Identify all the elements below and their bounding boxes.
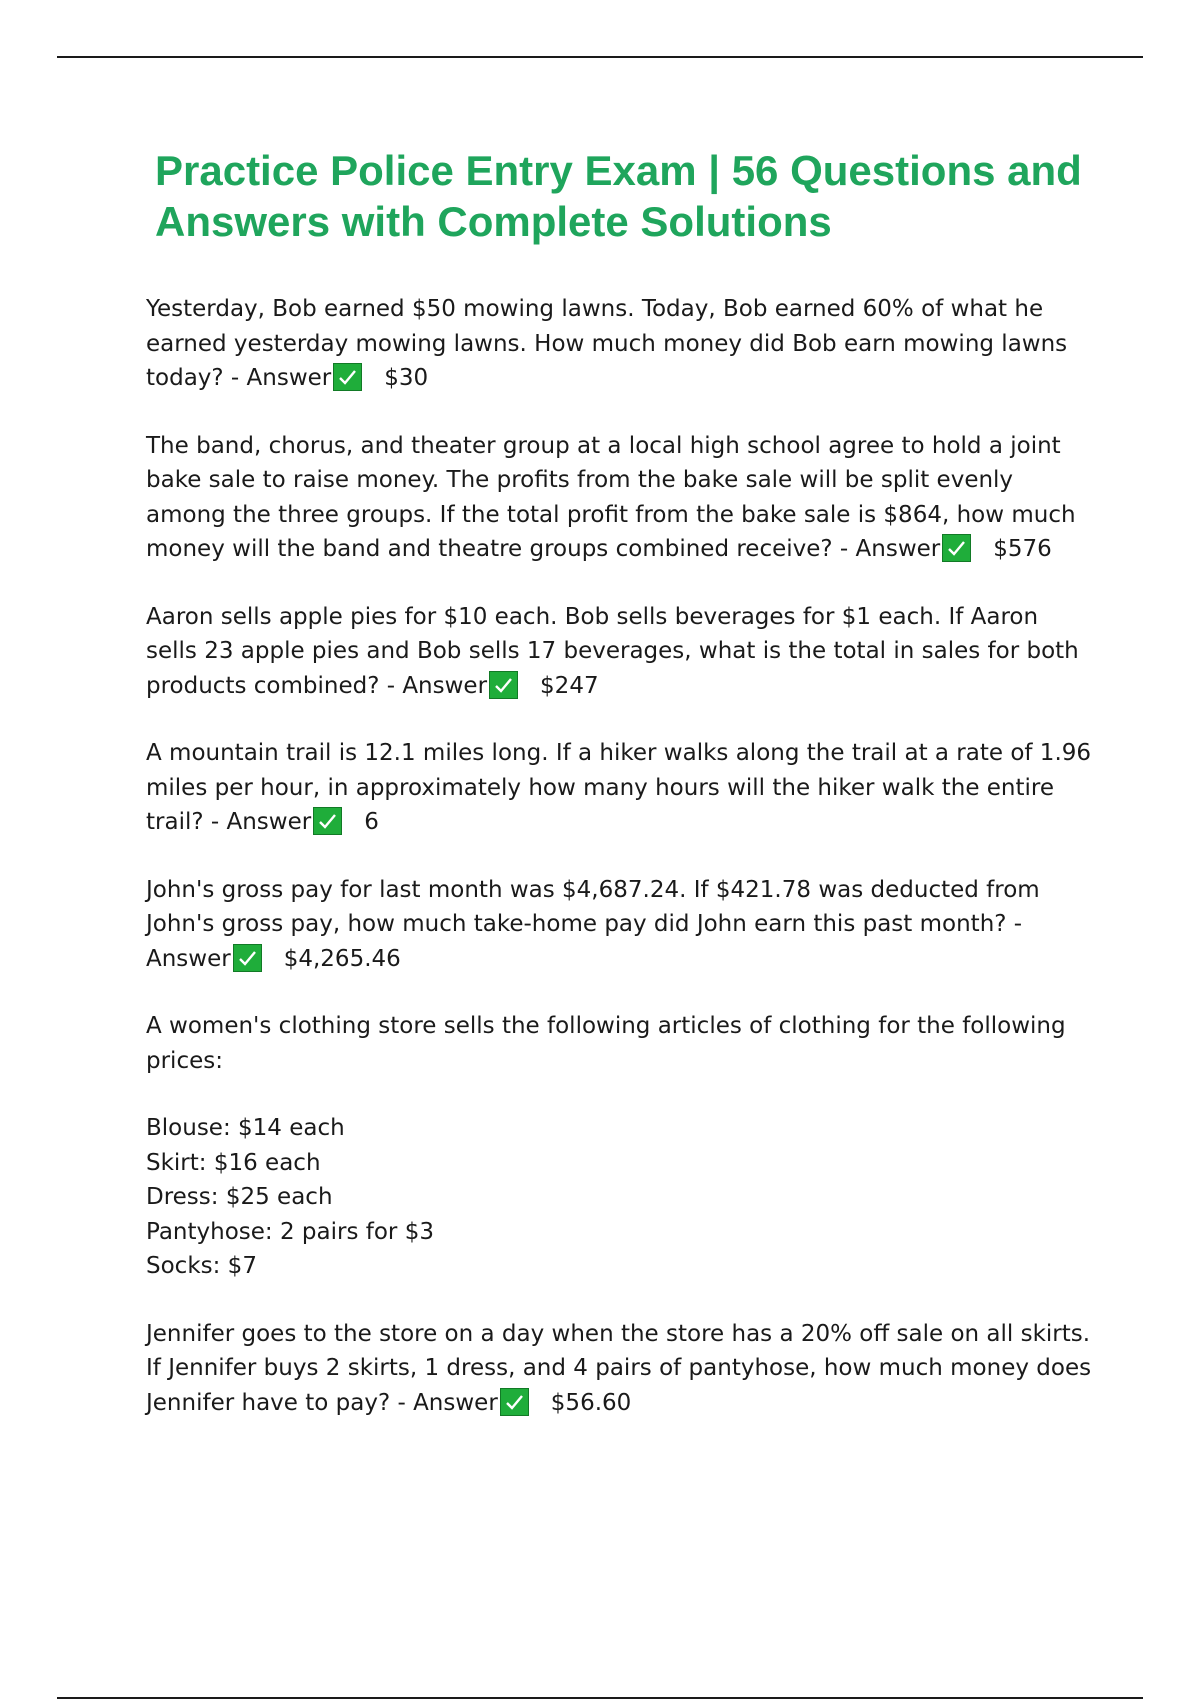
price-list-item: Blouse: $14 each xyxy=(146,1115,345,1141)
qa-item xyxy=(146,600,1096,704)
answer-text: 6 xyxy=(364,809,379,835)
question-text: Yesterday, Bob earned $50 mowing lawns. Today, Bob earned 60% of what he earned yesterday mowing lawns. How much money did Bob earn mowing lawns today? - Answer xyxy=(146,296,1068,391)
question-paragraph xyxy=(146,292,1096,396)
question-paragraph xyxy=(146,429,1096,567)
price-list-item: Socks: $7 xyxy=(146,1253,257,1279)
price-list-item: Dress: $25 each xyxy=(146,1184,333,1210)
check-mark-icon xyxy=(313,807,342,835)
question-paragraph xyxy=(146,873,1096,977)
check-mark-icon xyxy=(500,1388,529,1416)
check-mark-icon xyxy=(333,363,362,391)
document-body xyxy=(146,292,1096,1453)
qa-item xyxy=(146,1317,1096,1421)
clothing-intro-block xyxy=(146,1009,1096,1078)
question-paragraph xyxy=(146,1317,1096,1421)
qa-item xyxy=(146,429,1096,567)
answer-text: $4,265.46 xyxy=(283,945,401,972)
question-text: Aaron sells apple pies for $10 each. Bob sells beverages for $1 each. If Aaron sells 23 apple pies and Bob sells 17 beverages, what is the total in sales for both products combined? - Answer xyxy=(146,603,1079,699)
qa-item xyxy=(146,292,1096,396)
question-text: A mountain trail is 12.1 miles long. If a hiker walks along the trail at a rate of 1.96 miles per hour, in approximately how many hours will the hiker walk the entire trail? - Answer xyxy=(146,740,1092,835)
check-mark-icon xyxy=(233,944,262,972)
answer-text: $576 xyxy=(993,536,1052,562)
question-paragraph xyxy=(146,600,1096,704)
answer-text: $247 xyxy=(540,672,599,699)
price-list xyxy=(146,1111,1096,1284)
check-mark-icon xyxy=(942,534,971,562)
bottom-rule xyxy=(57,1697,1143,1699)
answer-text: $30 xyxy=(384,365,429,391)
question-text: The band, chorus, and theater group at a local high school agree to hold a joint bake sale to raise money. The profits from the bake sale will be split evenly among the three groups. If the total profit from the bake sale is $864, how much money will the band and theatre groups combined receive? - Answer xyxy=(146,432,1076,562)
question-paragraph xyxy=(146,736,1096,840)
qa-item xyxy=(146,873,1096,977)
price-list-item: Pantyhose: 2 pairs for $3 xyxy=(146,1218,434,1245)
answer-text: $56.60 xyxy=(550,1389,632,1416)
price-list-item: Skirt: $16 each xyxy=(146,1149,321,1176)
qa-item xyxy=(146,736,1096,840)
clothing-intro: A women's clothing store sells the following articles of clothing for the following prices: xyxy=(146,1013,1066,1074)
check-mark-icon xyxy=(489,671,518,699)
document-title: Practice Police Entry Exam | 56 Questions and Answers with Complete Solutions xyxy=(155,147,1082,245)
top-rule xyxy=(57,56,1143,58)
question-text: Jennifer goes to the store on a day when the store has a 20% off sale on all skirts. If Jennifer buys 2 skirts, 1 dress, and 4 pairs of pantyhose, how much money does Jennifer have to pay? - Answer xyxy=(146,1320,1092,1416)
question-text: John's gross pay for last month was $4,687.24. If $421.78 was deducted from John's gross pay, how much take-home pay did John earn this past month? - Answer xyxy=(146,876,1040,972)
